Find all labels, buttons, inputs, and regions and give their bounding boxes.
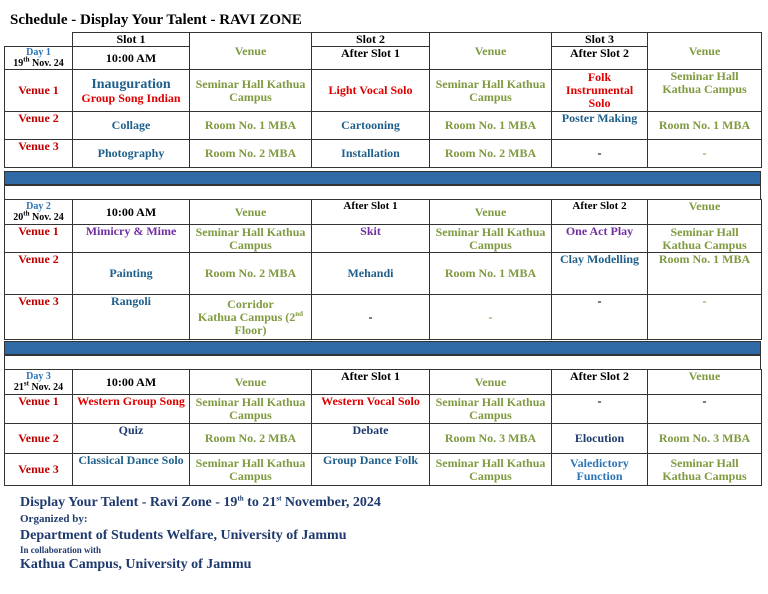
day1-schedule-table [4, 32, 762, 168]
venue-name: Room No. 2 MBA [190, 424, 312, 454]
spacer-row [4, 355, 761, 369]
event-name: Debate [312, 424, 430, 454]
venue-label: Venue 3 [5, 295, 73, 340]
event-name: Photography [73, 140, 190, 168]
event-name: Light Vocal Solo [312, 70, 430, 112]
day-label-cell [5, 370, 73, 395]
footer-collaboration-label: In collaboration with [20, 545, 102, 555]
slot2-time: After Slot 1 [312, 370, 430, 395]
section-divider [4, 171, 761, 185]
slot-header-row [5, 33, 762, 47]
venue-header: Venue [430, 200, 552, 225]
venue-name: Kathua Campus (2nd [197, 309, 304, 324]
event-name: Group Song Indian [81, 90, 181, 105]
event-name: Mehandi [312, 253, 430, 295]
day-label-cell [5, 47, 73, 70]
event-name: Group Dance Folk [312, 454, 430, 486]
venue-name: Seminar Hall Kathua Campus [190, 225, 312, 253]
day-date: 21st Nov. 24 [13, 379, 64, 393]
event-name: Inauguration [91, 76, 171, 92]
event-name: - [312, 295, 430, 340]
slot3-time: After Slot 2 [552, 370, 648, 395]
venue-name: Room No. 1 MBA [190, 112, 312, 140]
venue-header: Venue [190, 200, 312, 225]
footer-collaborator: Kathua Campus, University of Jammu [20, 557, 252, 572]
event-name: Mimicry & Mime [73, 225, 190, 253]
venue3-row [5, 295, 762, 340]
day-label: Day 2 [26, 201, 51, 212]
spacer-row [4, 185, 761, 199]
event-name: Western Group Song [73, 395, 190, 424]
slot3-time: After Slot 2 [552, 47, 648, 70]
slot1-time: 10:00 AM [73, 200, 190, 225]
day2-schedule-table [4, 199, 762, 340]
venue-header: Venue [648, 200, 762, 225]
venue-label: Venue 1 [5, 225, 73, 253]
venue-header: Venue [190, 33, 312, 70]
venue-header: Venue [648, 370, 762, 395]
section-divider [4, 341, 761, 355]
event-name: Elocution [552, 424, 648, 454]
event-name: Rangoli [73, 295, 190, 340]
slot1-time: 10:00 AM [73, 370, 190, 395]
event-name: Collage [73, 112, 190, 140]
venue-name: - [648, 295, 762, 340]
slot1-time: 10:00 AM [73, 47, 190, 70]
venue-name: Seminar Hall Kathua Campus [430, 454, 552, 486]
venue-name: Room No. 2 MBA [190, 140, 312, 168]
slot1-header: Slot 1 [73, 33, 190, 47]
venue1-row [5, 70, 762, 112]
venue-name: Seminar Hall Kathua Campus [648, 225, 762, 253]
venue-label: Venue 2 [5, 112, 73, 140]
venue-header: Venue [648, 33, 762, 70]
venue-name: Seminar Hall Kathua Campus [430, 395, 552, 424]
day3-schedule-table [4, 369, 762, 486]
venue1-row [5, 225, 762, 253]
event-name: Quiz [73, 424, 190, 454]
event-name: Valedictory Function [552, 454, 648, 486]
venue-name: - [430, 295, 552, 340]
page-title: Schedule - Display Your Talent - RAVI ZONE [10, 12, 302, 28]
venue-name: Corridor [227, 296, 274, 311]
venue-header: Venue [190, 370, 312, 395]
venue-label: Venue 2 [5, 253, 73, 295]
venue-label: Venue 2 [5, 424, 73, 454]
venue-label: Venue 3 [5, 454, 73, 486]
event-name: Cartooning [312, 112, 430, 140]
day-label-cell [5, 200, 73, 225]
venue-name: Seminar Hall Kathua Campus [190, 454, 312, 486]
footer-event-title: Display Your Talent - Ravi Zone - 19th to 21st November, 2024 [20, 494, 381, 510]
event-cell [73, 70, 190, 112]
slot3-time: After Slot 2 [552, 200, 648, 225]
venue-name: Seminar Hall Kathua Campus [190, 395, 312, 424]
venue-label: Venue 1 [5, 70, 73, 112]
venue3-row [5, 140, 762, 168]
venue-name: Room No. 1 MBA [648, 112, 762, 140]
slot3-header: Slot 3 [552, 33, 648, 47]
venue-header: Venue [430, 370, 552, 395]
venue1-row [5, 395, 762, 424]
venue-name: - [648, 140, 762, 168]
venue-label: Venue 3 [5, 140, 73, 168]
event-name: Clay Modelling [552, 253, 648, 295]
venue-name: Seminar Hall Kathua Campus [648, 454, 762, 486]
venue-name: Room No. 1 MBA [648, 253, 762, 295]
day-label: Day 1 [26, 47, 51, 58]
venue-name-cell [190, 295, 312, 340]
event-name: Folk Instrumental Solo [552, 70, 648, 112]
venue-name: Seminar Hall Kathua Campus [430, 70, 552, 112]
event-name: Western Vocal Solo [312, 395, 430, 424]
venue-name: Room No. 1 MBA [430, 253, 552, 295]
venue2-row [5, 112, 762, 140]
footer-organized-by: Organized by: [20, 513, 88, 525]
slot2-time: After Slot 1 [312, 200, 430, 225]
day-label: Day 3 [26, 371, 51, 382]
venue3-row [5, 454, 762, 486]
day-date: 20th Nov. 24 [13, 209, 64, 223]
venue-name: Seminar Hall Kathua Campus [648, 70, 762, 112]
venue-label: Venue 1 [5, 395, 73, 424]
venue-name: Seminar Hall Kathua Campus [190, 70, 312, 112]
event-name: - [552, 295, 648, 340]
venue-name: - [648, 395, 762, 424]
event-name: Installation [312, 140, 430, 168]
event-name: Poster Making [552, 112, 648, 140]
footer-organizer: Department of Students Welfare, University of Jammu [20, 528, 347, 543]
venue-name: Room No. 2 MBA [430, 140, 552, 168]
venue-name: Room No. 3 MBA [430, 424, 552, 454]
day-row [5, 200, 762, 225]
venue2-row [5, 424, 762, 454]
venue-name: Seminar Hall Kathua Campus [430, 225, 552, 253]
venue-name: Room No. 3 MBA [648, 424, 762, 454]
event-name: - [552, 140, 648, 168]
day-row [5, 370, 762, 395]
event-name: - [552, 395, 648, 424]
slot2-time: After Slot 1 [312, 47, 430, 70]
venue-name: Floor) [234, 322, 267, 337]
venue-name: Room No. 2 MBA [190, 253, 312, 295]
event-name: Skit [312, 225, 430, 253]
venue-name: Room No. 1 MBA [430, 112, 552, 140]
event-name: One Act Play [552, 225, 648, 253]
slot2-header: Slot 2 [312, 33, 430, 47]
event-name: Classical Dance Solo [73, 454, 190, 486]
day-date: 19th Nov. 24 [13, 55, 64, 69]
venue-header: Venue [430, 33, 552, 70]
event-name: Painting [73, 253, 190, 295]
venue2-row [5, 253, 762, 295]
